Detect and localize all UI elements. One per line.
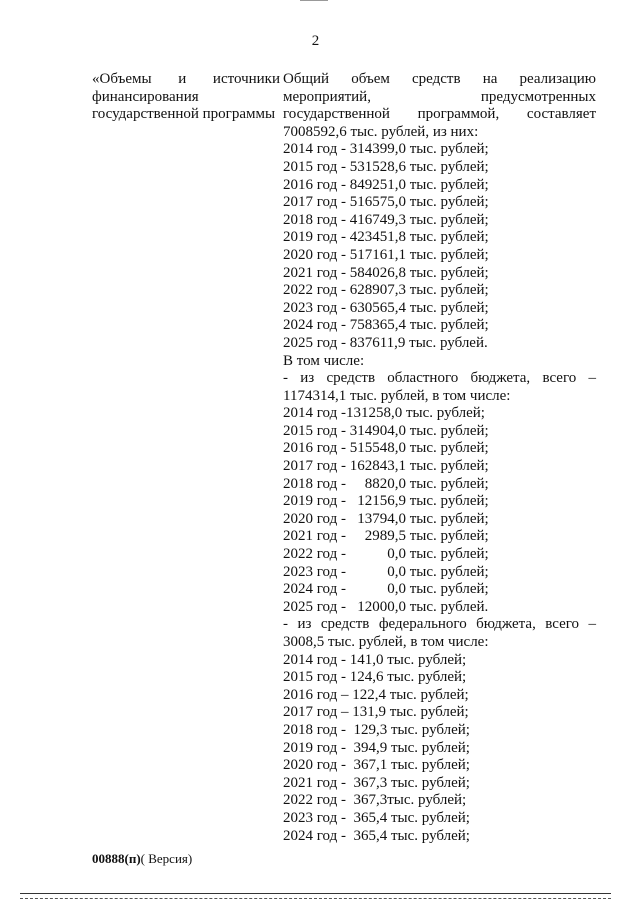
- federal-year-line: 2024 год - 365,4 тыс. рублей;: [283, 827, 470, 844]
- footer-rule: [20, 893, 611, 894]
- federal-year-line: 2019 год - 394,9 тыс. рублей;: [283, 739, 470, 756]
- total-year-line: 2021 год - 584026,8 тыс. рублей;: [283, 264, 489, 281]
- regional-year-line: 2025 год - 12000,0 тыс. рублей.: [283, 598, 489, 615]
- regional-year-line: 2016 год - 515548,0 тыс. рублей;: [283, 440, 489, 457]
- federal-year-line: 2023 год - 365,4 тыс. рублей;: [283, 809, 470, 826]
- document-code: [92, 851, 192, 867]
- federal-year-line: 2016 год – 122,4 тыс. рублей;: [283, 686, 469, 703]
- funding-details: [283, 71, 596, 845]
- federal-year-line: 2017 год – 131,9 тыс. рублей;: [283, 704, 469, 721]
- total-year-line: 2019 год - 423451,8 тыс. рублей;: [283, 229, 489, 246]
- federal-year-line: 2022 год - 367,3тыс. рублей;: [283, 792, 467, 809]
- federal-year-line: 2015 год - 124,6 тыс. рублей;: [283, 669, 467, 686]
- regional-year-line: 2017 год - 162843,1 тыс. рублей;: [283, 458, 489, 475]
- footer-rule-dashed: [20, 898, 611, 899]
- regional-year-line: 2018 год - 8820,0 тыс. рублей;: [283, 475, 489, 492]
- federal-year-line: 2018 год - 129,3 тыс. рублей;: [283, 721, 470, 738]
- regional-year-line: 2024 год - 0,0 тыс. рублей;: [283, 581, 489, 598]
- regional-year-line: 2019 год - 12156,9 тыс. рублей;: [283, 493, 489, 510]
- regional-budget-intro: - из средств областного бюджета, всего – 1174314,1 тыс. рублей, в том числе:: [283, 370, 596, 404]
- total-year-line: 2017 год - 516575,0 тыс. рублей;: [283, 194, 489, 211]
- federal-year-line: 2021 год - 367,3 тыс. рублей;: [283, 774, 470, 791]
- regional-year-line: 2020 год - 13794,0 тыс. рублей;: [283, 510, 489, 527]
- program-section-label: «Объемы и источники финансирования государственной программы: [92, 71, 280, 123]
- federal-budget-intro: - из средств федерального бюджета, всего – 3008,5 тыс. рублей, в том числе:: [283, 616, 596, 650]
- document-code-number: 00888(п): [92, 851, 141, 866]
- federal-year-line: 2014 год - 141,0 тыс. рублей;: [283, 651, 467, 668]
- federal-year-line: 2020 год - 367,1 тыс. рублей;: [283, 757, 470, 774]
- total-year-line: 2024 год - 758365,4 тыс. рублей;: [283, 317, 489, 334]
- total-year-line: 2025 год - 837611,9 тыс. рублей.: [283, 334, 488, 351]
- total-year-line: 2014 год - 314399,0 тыс. рублей;: [283, 141, 489, 158]
- total-years-list: [283, 141, 596, 352]
- total-year-line: 2016 год - 849251,0 тыс. рублей;: [283, 176, 489, 193]
- regional-year-line: 2022 год - 0,0 тыс. рублей;: [283, 546, 489, 563]
- document-version: ( Версия): [140, 851, 193, 866]
- scan-mark: [300, 0, 328, 1]
- including-heading: В том числе:: [283, 352, 365, 369]
- regional-year-line: 2021 год - 2989,5 тыс. рублей;: [283, 528, 489, 545]
- total-year-line: 2018 год - 416749,3 тыс. рублей;: [283, 211, 489, 228]
- funding-intro: Общий объем средств на реализацию мероприятий, предусмотренных государственной программой, составляет 7008592,6 тыс. рублей, из них:: [283, 71, 596, 140]
- total-year-line: 2020 год - 517161,1 тыс. рублей;: [283, 246, 489, 263]
- regional-year-line: 2023 год - 0,0 тыс. рублей;: [283, 563, 489, 580]
- total-year-line: 2023 год - 630565,4 тыс. рублей;: [283, 299, 489, 316]
- page-number: 2: [311, 33, 320, 49]
- regional-years-list: [283, 405, 596, 616]
- regional-year-line: 2014 год -131258,0 тыс. рублей;: [283, 405, 485, 422]
- total-year-line: 2015 год - 531528,6 тыс. рублей;: [283, 158, 489, 175]
- total-year-line: 2022 год - 628907,3 тыс. рублей;: [283, 282, 489, 299]
- federal-years-list: [283, 652, 596, 846]
- regional-year-line: 2015 год - 314904,0 тыс. рублей;: [283, 422, 489, 439]
